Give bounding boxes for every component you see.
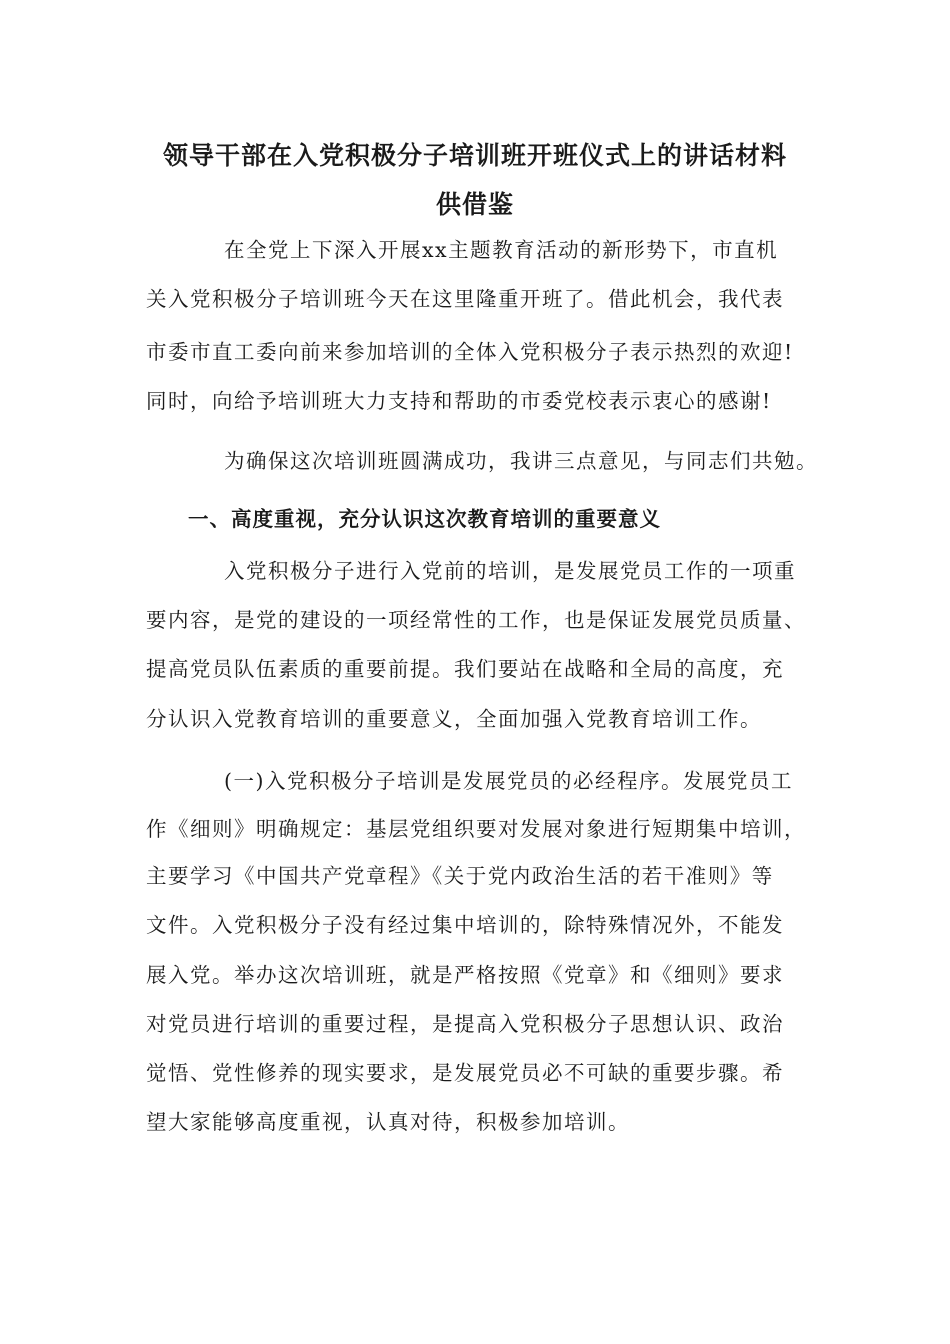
document-title-suffix: 供借鉴 [435,190,514,219]
paragraph-line: 提高党员队伍素质的重要前提。我们要站在战略和全局的高度，充 [146,657,784,681]
paragraph-line: 入党积极分子进行入党前的培训，是发展党员工作的一项重 [224,559,796,583]
paragraph-line: 为确保这次培训班圆满成功，我讲三点意见，与同志们共勉。 [224,449,818,473]
paragraph-line: (一)入党积极分子培训是发展党员的必经程序。发展党员工 [224,769,793,793]
paragraph-line: 关入党积极分子培训班今天在这里隆重开班了。借此机会，我代表 [146,287,784,311]
paragraph-line: 对党员进行培训的重要过程，是提高入党积极分子思想认识、政治 [146,1012,784,1036]
paragraph-line: 市委市直工委向前来参加培训的全体入党积极分子表示热烈的欢迎! [146,340,794,364]
paragraph-line: 作《细则》明确规定：基层党组织要对发展对象进行短期集中培训， [146,817,806,841]
paragraph-line: 展入党。举办这次培训班，就是严格按照《党章》和《细则》要求 [146,963,784,987]
paragraph-line: 同时，向给予培训班大力支持和帮助的市委党校表示衷心的感谢! [146,389,772,413]
paragraph-line: 文件。入党积极分子没有经过集中培训的，除特殊情况外，不能发 [146,913,784,937]
paragraph-line: 要内容，是党的建设的一项经常性的工作，也是保证发展党员质量、 [146,608,806,632]
section-heading: 一、高度重视，充分认识这次教育培训的重要意义 [188,507,661,531]
paragraph-line: 觉悟、党性修养的现实要求，是发展党员必不可缺的重要步骤。希 [146,1061,784,1085]
paragraph-line: 在全党上下深入开展xx主题教育活动的新形势下，市直机 [224,238,779,262]
paragraph-line: 望大家能够高度重视，认真对待，积极参加培训。 [146,1110,630,1134]
paragraph-line: 分认识入党教育培训的重要意义，全面加强入党教育培训工作。 [146,707,762,731]
document-title: 领导干部在入党积极分子培训班开班仪式上的讲话材料 [162,141,787,170]
paragraph-line: 主要学习《中国共产党章程》《关于党内政治生活的若干准则》等 [146,864,774,888]
